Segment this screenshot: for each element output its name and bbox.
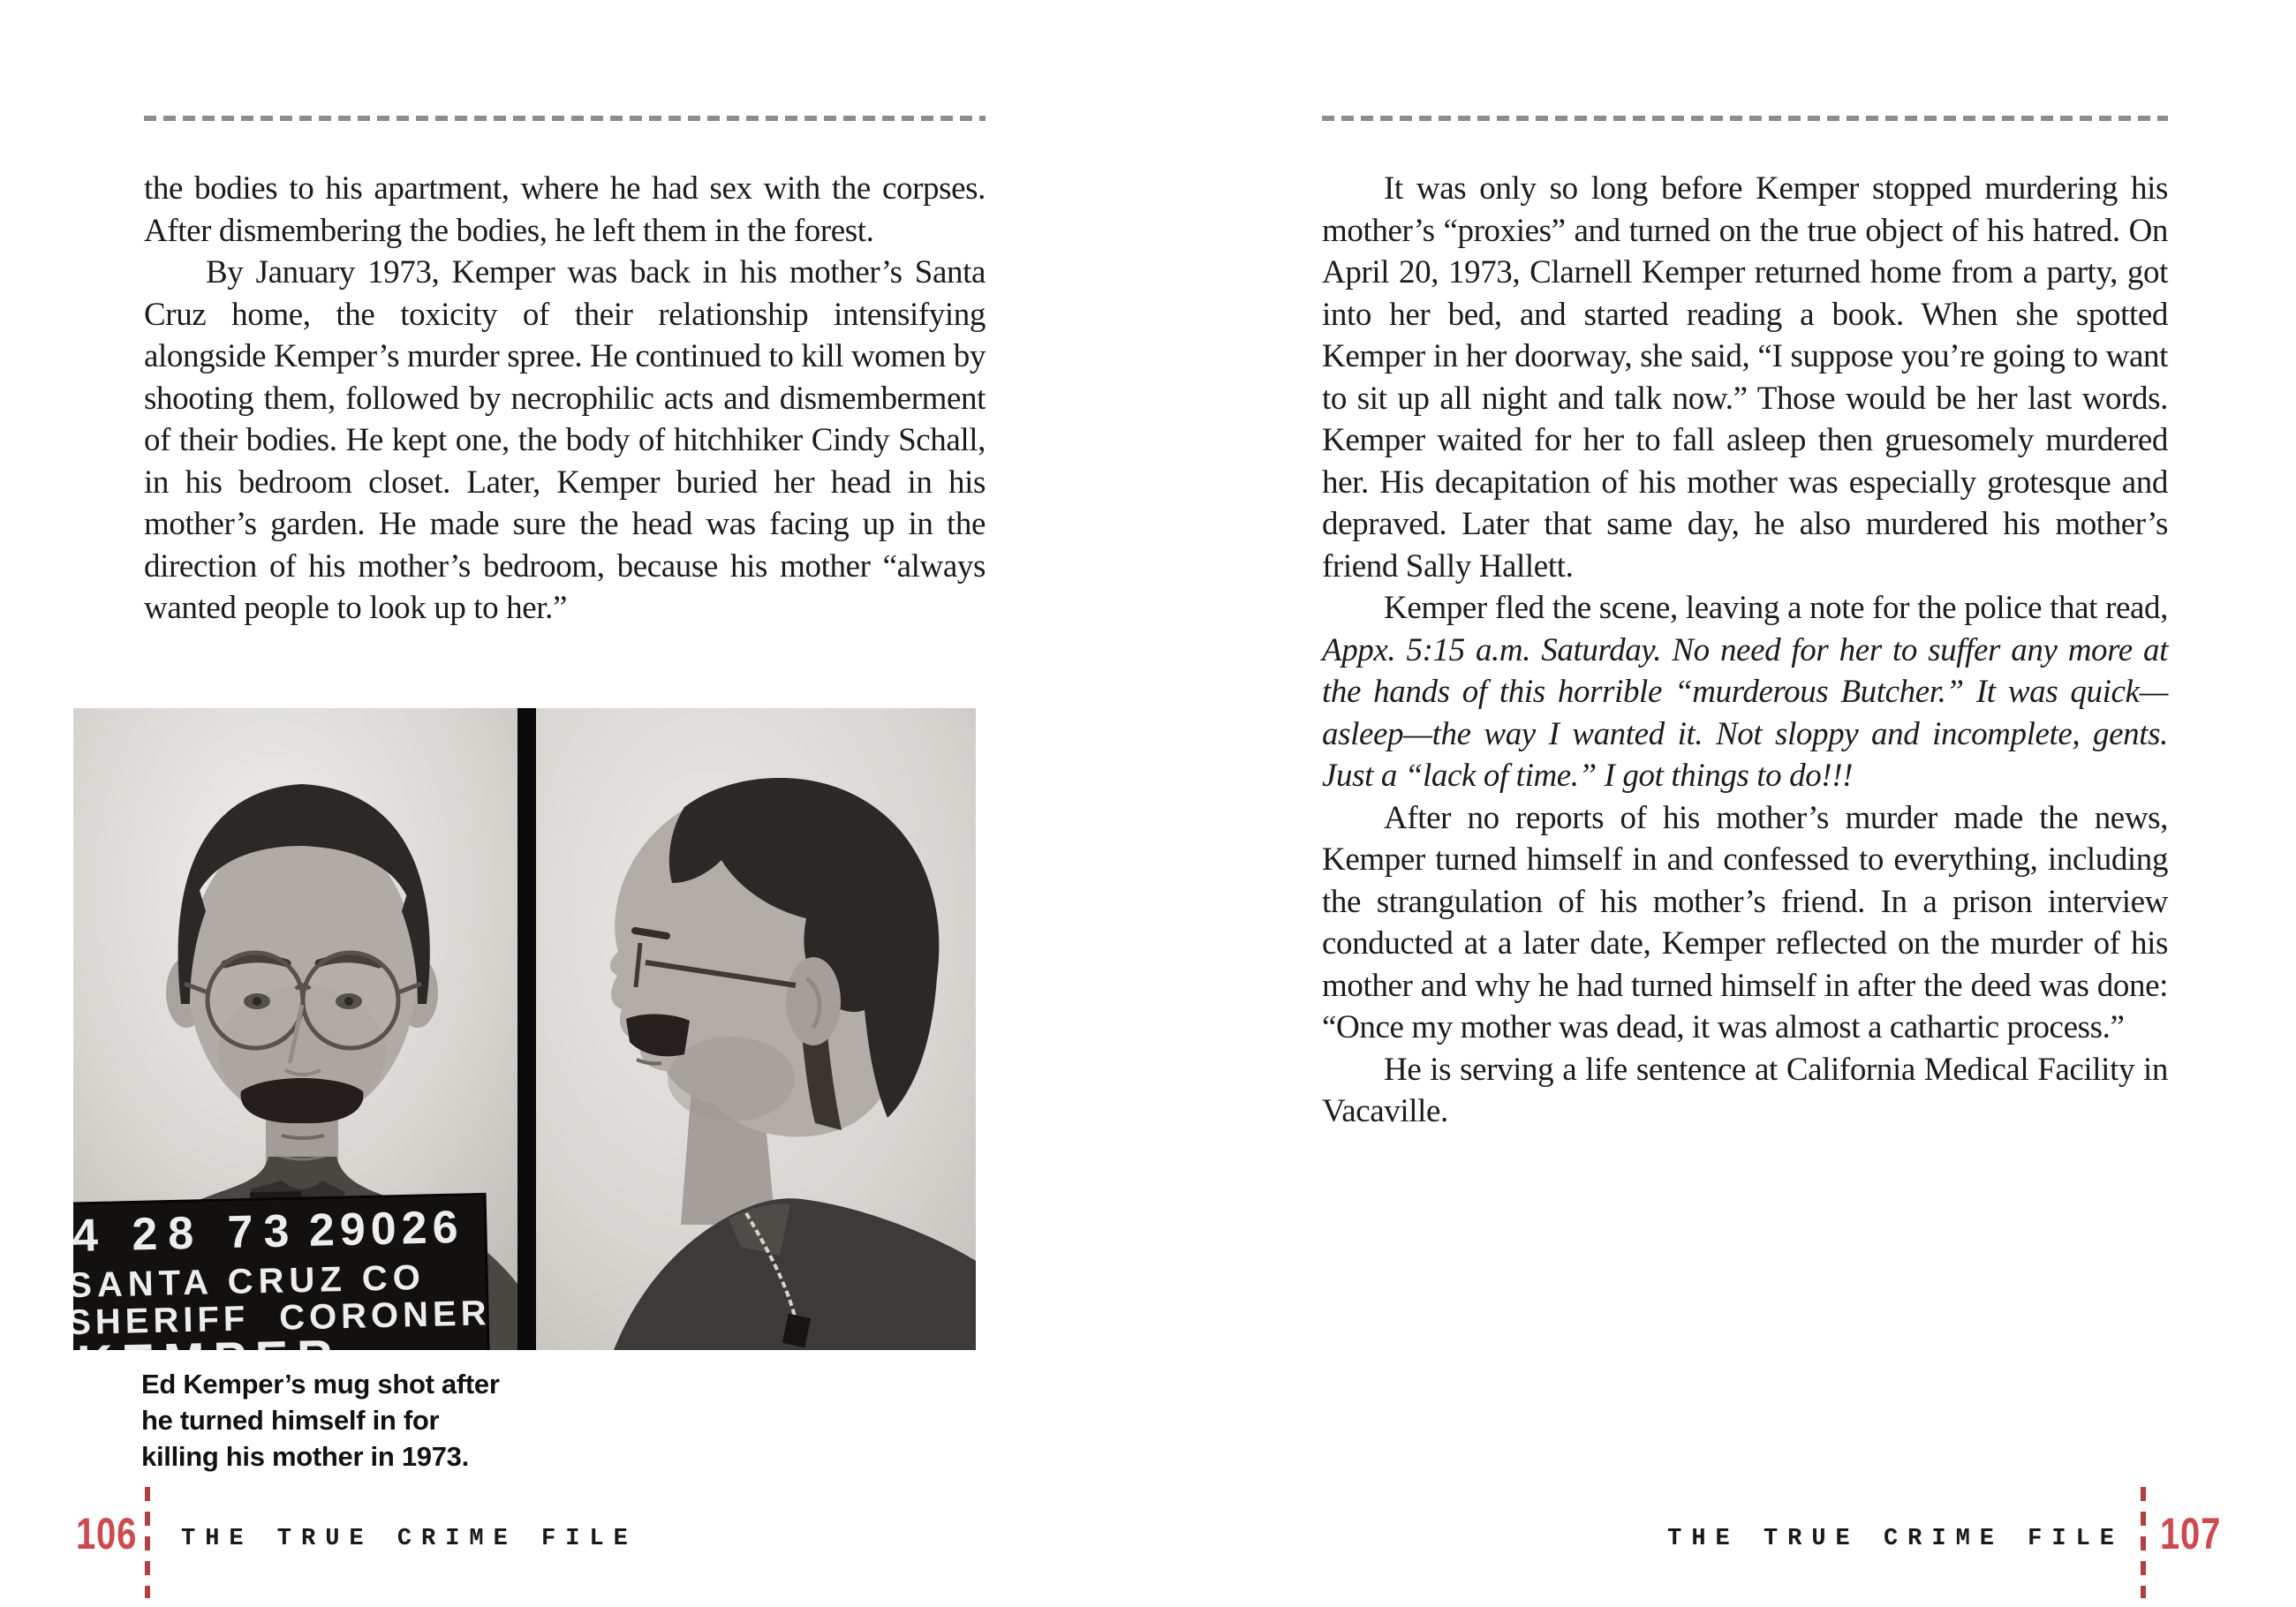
footer-divider-left	[145, 1487, 150, 1598]
page-number-right: 107	[2160, 1509, 2222, 1558]
body-text-right	[1322, 168, 2168, 1133]
top-dashed-rule-left	[144, 116, 986, 121]
placard-county: SANTA CRUZ CO	[73, 1257, 427, 1306]
mugshot-photo	[73, 708, 976, 1350]
paragraph: It was only so long before Kemper stopped murdering his mother’s “proxies” and turned on the true object of his hatred. On April 20, 1973, Clarnell Kemper returned home from a party, got into her bed, and started reading a book. When she spotted Kemper in her doorway, she said, “I suppose you’re going to want to sit up all night and talk now.” Those would be her last words. Kemper waited for her to fall asleep then gruesomely murdered her. His decapitation of his mother was especially grotesque and depraved. Later that same day, he also murdered his mother’s friend Sally Hallett.	[1322, 170, 2168, 585]
photo-divider	[517, 708, 536, 1350]
photo-caption	[141, 1366, 500, 1475]
mustache	[241, 1078, 364, 1123]
top-dashed-rule-right	[1322, 116, 2168, 121]
paragraph	[1322, 587, 2168, 797]
caption-line: he turned himself in for	[141, 1405, 440, 1436]
placard-date: 4 28 73	[73, 1205, 301, 1262]
footer-divider-right	[2141, 1487, 2146, 1598]
placard-agency-right: CORONER	[278, 1294, 492, 1338]
page-number-left: 106	[76, 1509, 138, 1558]
caption-line: Ed Kemper’s mug shot after	[141, 1369, 500, 1400]
mugshot-photo-svg	[73, 708, 976, 1350]
paragraph: the bodies to his apartment, where he had sex with the corpses. After dismembering the bodies, he left them in the forest.	[144, 170, 986, 249]
footer-title-left: THE TRUE CRIME FILE	[181, 1526, 638, 1552]
profile-mugshot	[536, 708, 976, 1350]
footer-title-right: THE TRUE CRIME FILE	[1667, 1526, 2124, 1552]
caption-line: killing his mother in 1973.	[141, 1441, 469, 1472]
front-mugshot	[73, 708, 517, 1350]
body-text-left	[144, 168, 986, 630]
booking-placard	[73, 1187, 492, 1350]
paragraph: After no reports of his mother’s murder made the news, Kemper turned himself in and confessed to everything, including the strangulation of his mother’s friend. In a prison interview conducted at a later date, Kemper reflected on the murder of his mother and why he had turned himself in after the deed was done: “Once my mother was dead, it was almost a cathartic process.”	[1322, 799, 2168, 1045]
placard-agency-left: SHERIFF	[73, 1299, 250, 1343]
paragraph: By January 1973, Kemper was back in his mother’s Santa Cruz home, the toxicity of their relationship intensifying alongside Kemper’s murder spree. He continued to kill women by shooting them, followed by necrophilic acts and dismemberment of their bodies. He kept one, the body of hitchhiker Cindy Schall, in his bedroom closet. Later, Kemper buried her head in his mother’s garden. He made sure the head was facing up in the direction of his mother’s bedroom, because his mother “always wanted people to look up to her.”	[144, 254, 986, 626]
police-note-text: Appx. 5:15 a.m. Saturday. No need for her to suffer any more at the hands of this horrible “murderous Butcher.” It was quick—asleep—the way I wanted it. Not sloppy and incomplete, gents. Just a “lack of time.” I got things to do!!!	[1322, 631, 2168, 794]
paragraph: He is serving a life sentence at California Medical Facility in Vacaville.	[1322, 1051, 2168, 1129]
placard-booking-number: 29026	[308, 1201, 464, 1256]
note-intro: Kemper fled the scene, leaving a note for the police that read,	[1384, 590, 2168, 626]
